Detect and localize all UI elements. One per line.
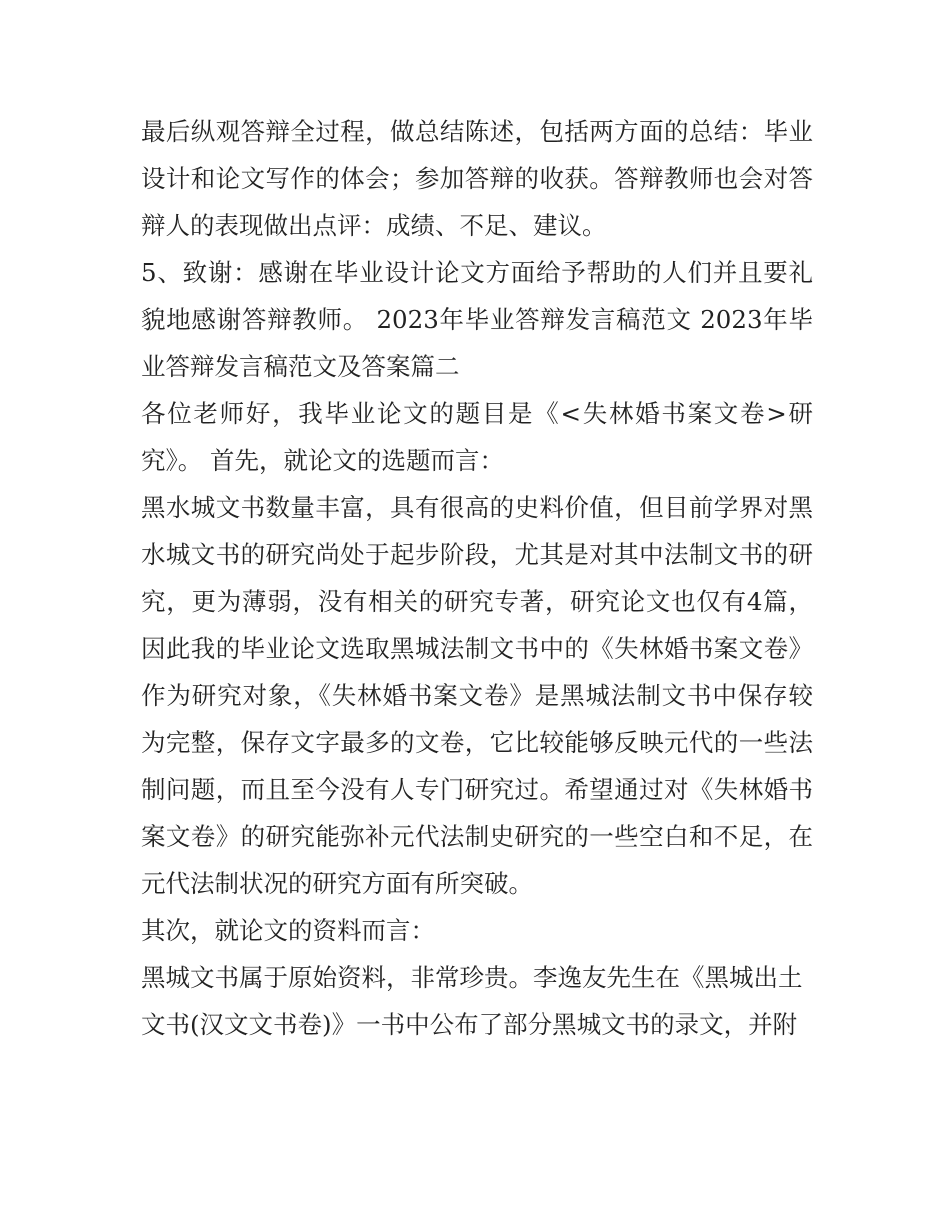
document-body — [141, 108, 813, 1048]
paragraph-materials-heading: 其次，就论文的资料而言： — [141, 916, 435, 945]
paragraph-greeting-topic: 各位老师好，我毕业论文的题目是《<失林婚书案文卷>研究》。 首先，就论文的选题而言： — [141, 399, 813, 475]
paragraph-materials: 黑城文书属于原始资料，非常珍贵。李逸友先生在《黑城出土文书(汉文文书卷)》一书中公布了部分黑城文书的录文，并附 — [141, 963, 803, 1039]
paragraph-topic-rationale: 黑水城文书数量丰富，具有很高的史料价值，但目前学界对黑水城文书的研究尚处于起步阶段，尤其是对其中法制文书的研究，更为薄弱，没有相关的研究专著，研究论文也仅有4篇，因此我的毕业论文选取黑城法制文书中的《失林婚书案文卷》作为研究对象，《失林婚书案文卷》是黑城法制文书中保存较为完整，保存文字最多的文卷，它比较能够反映元代的一些法制问题，而且至今没有人专门研究过。希望通过对《失林婚书案文卷》的研究能弥补元代法制史研究的一些空白和不足，在元代法制状况的研究方面有所突破。 — [141, 493, 813, 898]
paragraph-defense-summary: 最后纵观答辩全过程，做总结陈述，包括两方面的总结：毕业设计和论文写作的体会；参加答辩的收获。答辩教师也会对答辩人的表现做出点评：成绩、不足、建议。 — [141, 117, 813, 240]
paragraph-acknowledgement: 5、致谢：感谢在毕业设计论文方面给予帮助的人们并且要礼貌地感谢答辩教师。 2023年毕业答辩发言稿范文 2023年毕业答辩发言稿范文及答案篇二 — [141, 258, 813, 381]
